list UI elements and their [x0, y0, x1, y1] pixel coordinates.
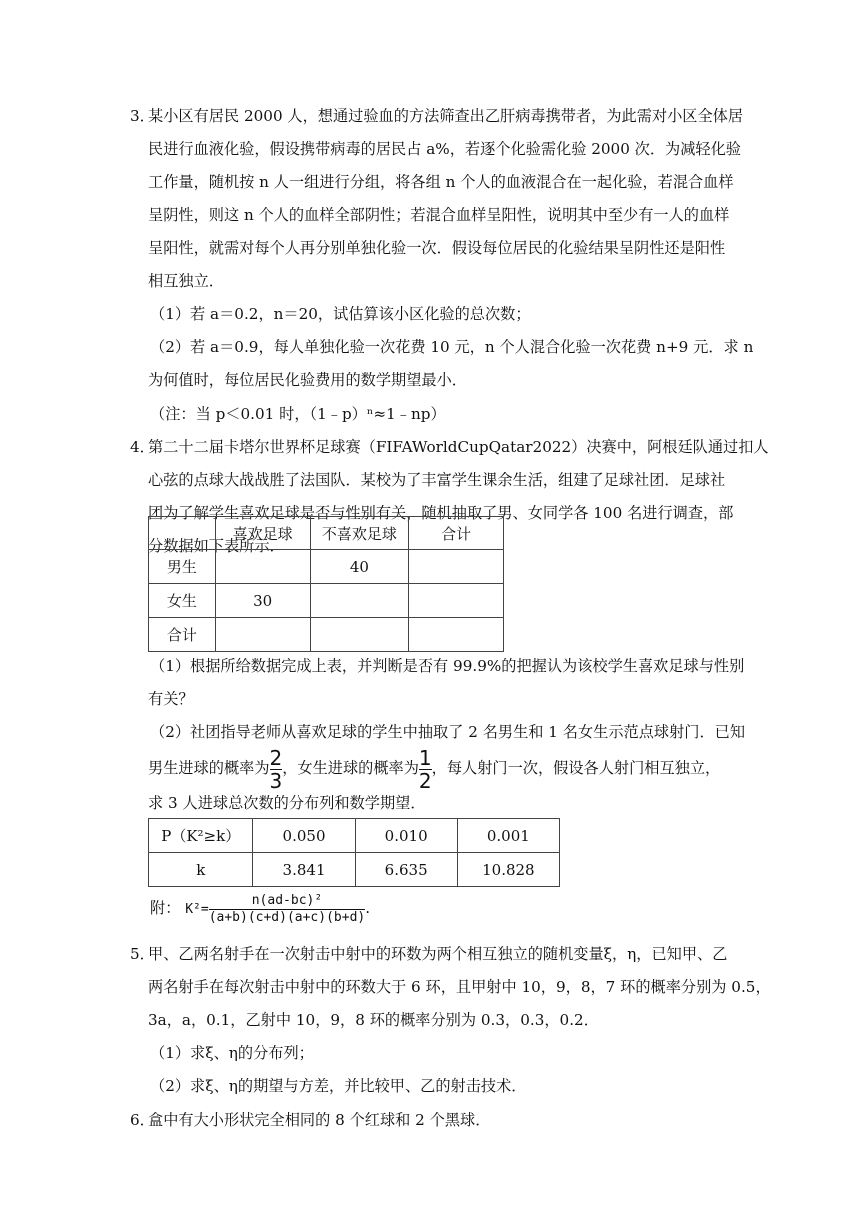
q5-part2: （2）求ξ、η的期望与方差，并比较甲、乙的射击技术． — [150, 1077, 527, 1095]
fraction-numerator: 2 — [269, 745, 283, 770]
formula-numerator: n(ad-bc)² — [251, 892, 323, 908]
table-row — [149, 584, 504, 618]
q4-part2-text: 男生进球的概率为 — [148, 759, 270, 777]
table-cell — [215, 618, 310, 652]
fraction-numerator: 1 — [418, 745, 432, 770]
q6-text: 盒中有大小形状完全相同的 8 个红球和 2 个黑球． — [148, 1111, 491, 1129]
table-cell — [310, 618, 409, 652]
q4-part1-line2: 有关？ — [148, 690, 194, 708]
q3-part2-line2: 为何值时，每位居民化验费用的数学期望最小． — [148, 371, 467, 389]
q4-part2-line1: （2）社团指导老师从喜欢足球的学生中抽取了 2 名男生和 1 名女生示范点球射门．已知 — [150, 723, 746, 741]
q4-line-1 — [130, 437, 769, 457]
q5-line-3: 3a，a，0.1，乙射中 10，9，8 环的概率分别为 0.3，0.3，0.2． — [148, 1011, 599, 1029]
q3-line-2: 民进行血液化验，假设携带病毒的居民占 a%，若逐个化验需化验 2000 次．为减轻化验 — [148, 140, 741, 158]
fraction-two-thirds — [269, 745, 283, 793]
q3-line-5: 呈阳性，就需对每个人再分别单独化验一次．假设每位居民的化验结果呈阴性还是阳性 — [148, 239, 726, 257]
formula-lhs: K²= — [185, 902, 209, 917]
formula-fraction — [209, 893, 366, 926]
q3-part2-line1: （2）若 a＝0.9，每人单独化验一次花费 10 元，n 个人混合化验一次花费 n+9 元．求 n — [150, 338, 754, 356]
q3-line-3: 工作量，随机按 n 人一组进行分组，将各组 n 个人的血液混合在一起化验，若混合血样 — [148, 173, 734, 191]
k-squared-formula — [150, 890, 370, 928]
q6-line-1 — [130, 1110, 490, 1130]
formula-end: . — [365, 899, 371, 917]
q5-number: 5． — [130, 945, 155, 963]
q4-line-3: 团为了解学生喜欢足球是否与性别有关，随机抽取了男、女同学各 100 名进行调查，部 — [148, 504, 734, 522]
q4-part1-line1: （1）根据所给数据完成上表，并判断是否有 99.9%的把握认为该校学生喜欢足球与性别 — [150, 657, 745, 675]
q3-line-4: 呈阴性，则这 n 个人的血样全部阴性；若混合血样呈阳性，说明其中至少有一人的血样 — [148, 206, 730, 224]
table-cell: 3.841 — [253, 853, 355, 887]
table-header-cell: 合计 — [409, 517, 504, 550]
q4-part2-line3: 求 3 人进球总次数的分布列和数学期望． — [148, 794, 426, 812]
q3-number: 3． — [130, 107, 155, 125]
q6-number: 6． — [130, 1111, 155, 1129]
table-cell: 0.050 — [253, 819, 355, 853]
table-cell — [149, 517, 216, 550]
football-survey-table — [148, 516, 504, 652]
table-row — [149, 618, 504, 652]
q3-text: 某小区有居民 2000 人，想通过验血的方法筛查出乙肝病毒携带者，为此需对小区全体居 — [148, 107, 744, 125]
q4-line-4: 分数据如下表所示． — [148, 537, 285, 555]
q4-text: 第二十二届卡塔尔世界杯足球赛（FIFAWorldCupQatar2022）决赛中，阿根廷队通过扣人 — [148, 438, 769, 456]
table-cell: 40 — [310, 550, 409, 584]
fraction-one-half — [418, 745, 432, 793]
fraction-denominator: 2 — [418, 768, 432, 793]
formula-denominator: (a+b)(c+d)(a+c)(b+d) — [208, 909, 366, 925]
q3-part1: （1）若 a＝0.2，n＝20，试估算该小区化验的总次数； — [150, 305, 531, 323]
q5-line-1 — [130, 944, 727, 964]
table-cell — [409, 550, 504, 584]
q4-part2-line2 — [148, 745, 720, 791]
table-header-cell: 喜欢足球 — [215, 517, 310, 550]
table-cell: 0.001 — [457, 819, 559, 853]
q3-line-6: 相互独立． — [148, 272, 224, 290]
q4-number: 4． — [130, 438, 155, 456]
critical-value-table — [148, 818, 560, 887]
table-cell: 6.635 — [355, 853, 457, 887]
table-cell: k — [149, 853, 253, 887]
table-cell: 0.010 — [355, 819, 457, 853]
fraction-denominator: 3 — [269, 768, 283, 793]
q5-part1: （1）求ξ、η的分布列； — [150, 1044, 314, 1062]
q3-note: （注：当 p＜0.01 时，（1﹣p）ⁿ≈1﹣np） — [150, 405, 446, 423]
q4-part2-text: ，女生进球的概率为 — [282, 759, 419, 777]
q3-line-1 — [130, 106, 743, 126]
table-header-row — [149, 517, 504, 550]
table-cell — [409, 618, 504, 652]
formula-label: 附： — [150, 899, 181, 917]
table-row — [149, 853, 560, 887]
q5-text: 甲、乙两名射手在一次射击中射中的环数为两个相互独立的随机变量ξ，η，已知甲、乙 — [148, 945, 728, 963]
table-cell: 10.828 — [457, 853, 559, 887]
q5-line-2: 两名射手在每次射击中射中的环数大于 6 环，且甲射中 10，9，8，7 环的概率分别为 0.5， — [148, 978, 771, 996]
table-cell: 男生 — [149, 550, 216, 584]
table-cell: 女生 — [149, 584, 216, 618]
table-cell: P（K²≥k） — [149, 819, 253, 853]
table-row — [149, 550, 504, 584]
table-cell — [310, 584, 409, 618]
q4-line-2: 心弦的点球大战战胜了法国队．某校为了丰富学生课余生活，组建了足球社团．足球社 — [148, 471, 726, 489]
table-cell — [215, 550, 310, 584]
table-cell — [409, 584, 504, 618]
table-cell: 30 — [215, 584, 310, 618]
table-header-cell: 不喜欢足球 — [310, 517, 409, 550]
q4-part2-text: ，每人射门一次，假设各人射门相互独立， — [431, 759, 721, 777]
table-row — [149, 819, 560, 853]
table-cell: 合计 — [149, 618, 216, 652]
